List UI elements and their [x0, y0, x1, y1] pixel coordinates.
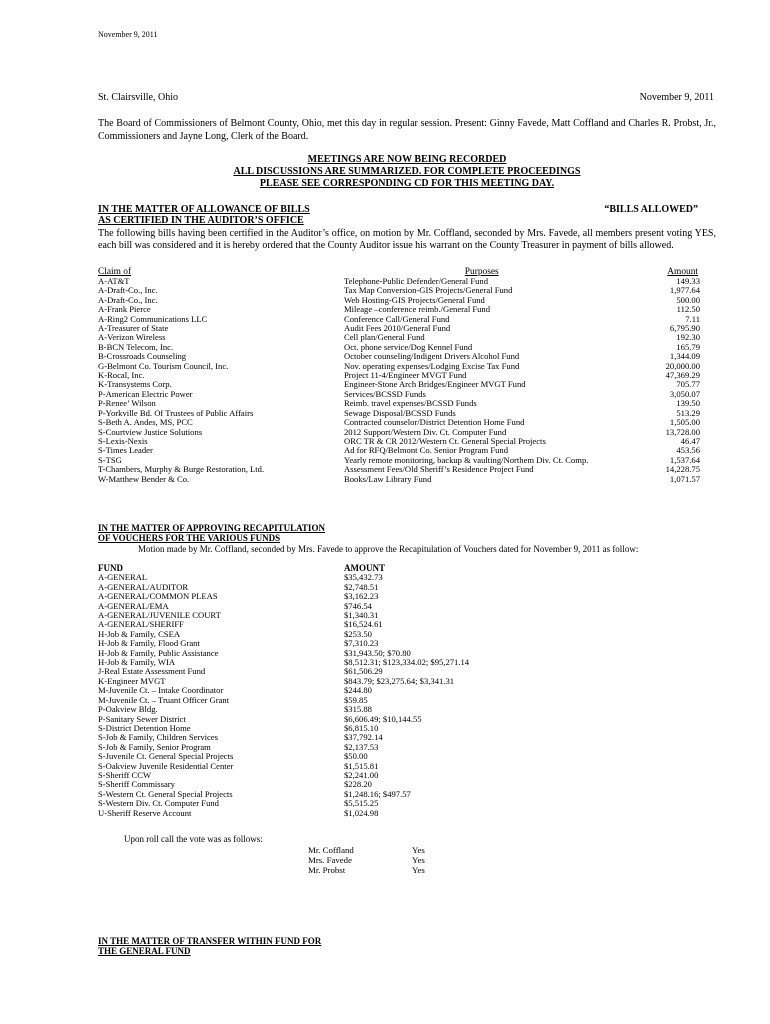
bill-row — [98, 286, 700, 295]
fund-amount: $244.80 — [344, 685, 372, 696]
fund-amount: $6,815.10 — [344, 722, 379, 733]
bill-row — [98, 343, 700, 352]
bill-row — [98, 380, 700, 389]
bill-purpose: Mileage –conference reimb./General Fund — [344, 305, 491, 315]
bill-claim: A-Frank Pierce — [98, 305, 151, 315]
fund-name: S-Western Div. Ct. Computer Fund — [98, 798, 219, 809]
bill-row — [98, 465, 700, 474]
bill-purpose: Telephone-Public Defender/General Fund — [344, 277, 489, 286]
fund-name: S-Oakview Juvenile Residential Center — [98, 760, 234, 771]
fund-name: S-Sheriff CCW — [98, 769, 152, 780]
bills-paragraph: The following bills having been certified in the Auditor’s office, on motion by Mr. Coffland, seconded by Mrs. Favede, all members present voting YES, each bill was considered and it is hereby ordered that the County Auditor issue his warrant on the County Treasurer in payment of bills allowed. — [98, 228, 716, 251]
fund-amount: $2,748.51 — [344, 581, 379, 592]
bill-amount: 1,071.57 — [669, 473, 700, 484]
bill-claim: T-Chambers, Murphy & Burge Restoration, Ltd. — [98, 465, 265, 475]
bill-row — [98, 296, 700, 305]
fund-name: P-Sanitary Sewer District — [98, 713, 186, 724]
bills-heading-title: IN THE MATTER OF ALLOWANCE OF BILLS — [98, 204, 310, 215]
vote-value: Yes — [412, 855, 425, 865]
bill-claim: P-American Electric Power — [98, 389, 193, 399]
fund-name: S-Sheriff Commissary — [98, 779, 175, 790]
voter-name: Mr. Probst — [308, 865, 346, 875]
bill-amount: 165.79 — [676, 341, 700, 352]
fund-name: S-Juvenile Ct. General Special Projects — [98, 751, 234, 762]
vote-value: Yes — [412, 865, 425, 875]
fund-name: A-GENERAL — [98, 572, 148, 583]
fund-amount: $1,515.81 — [344, 760, 379, 771]
bill-purpose: Reimb. travel expenses/BCSSD Funds — [344, 399, 477, 409]
bills-heading-subtitle: AS CERTIFIED IN THE AUDITOR’S OFFICE — [98, 215, 304, 226]
recording-notice — [98, 154, 716, 190]
bill-amount: 13,728.00 — [665, 426, 700, 437]
recap-paragraph: Motion made by Mr. Coffland, seconded by Mrs. Favede to approve the Recapitulation of Vouchers dated for November 9, 2011 as follow: — [138, 544, 639, 554]
fund-name: H-Job & Family, WIA — [98, 657, 176, 668]
fund-amount: $2,241.00 — [344, 769, 379, 780]
bill-purpose: Yearly remote monitoring, backup & vaulting/Northem Div. Ct. Comp. — [344, 455, 589, 465]
bill-amount: 192.30 — [676, 332, 700, 343]
bill-claim: K-Transystems Corp. — [98, 380, 172, 390]
fund-amount: $6,606.49; $10,144.55 — [344, 713, 422, 724]
location-city: St. Clairsville, Ohio — [98, 92, 178, 103]
bill-row — [98, 456, 700, 465]
bill-row — [98, 475, 700, 484]
bill-amount: 20,000.00 — [665, 360, 700, 371]
rollcall-text: Upon roll call the vote was as follows: — [124, 834, 263, 844]
fund-amount: $7,310.23 — [344, 638, 379, 649]
fund-amount: $1,248.16; $497.57 — [344, 788, 411, 799]
bill-amount: 14,228.75 — [665, 464, 700, 475]
bill-row — [98, 305, 700, 314]
bill-row — [98, 390, 700, 399]
funds-table-body — [98, 573, 598, 818]
fund-amount: $59.85 — [344, 694, 368, 705]
bill-purpose: Conference Call/General Fund — [344, 314, 450, 324]
bill-row — [98, 446, 700, 455]
recap-heading — [98, 523, 325, 543]
vote-row — [308, 865, 425, 875]
fund-name: A-GENERAL/AUDITOR — [98, 581, 189, 592]
bill-claim: W-Matthew Bender & Co. — [98, 474, 190, 484]
fund-amount: $1,024.98 — [344, 807, 379, 818]
bill-amount: 1,977.64 — [669, 285, 700, 296]
bill-purpose: Assessment Fees/Old Sheriff’s Residence Project Fund — [344, 465, 534, 475]
bill-row — [98, 352, 700, 361]
transfer-heading — [98, 936, 321, 956]
bill-row — [98, 362, 700, 371]
bill-purpose: Ad for RFQ/Belmont Co. Senior Program Fund — [344, 446, 508, 456]
bill-row — [98, 418, 700, 427]
bill-amount: 47,369.29 — [665, 370, 700, 381]
bill-claim: A-Draft-Co., Inc. — [98, 286, 158, 296]
notice-line-2: ALL DISCUSSIONS ARE SUMMARIZED. FOR COMPLETE PROCEEDINGS — [233, 166, 581, 177]
fund-name: S-Job & Family, Children Services — [98, 732, 218, 743]
recap-heading-title: IN THE MATTER OF APPROVING RECAPITULATION — [98, 523, 325, 533]
col-fund-amount-header: AMOUNT — [344, 563, 385, 573]
bill-amount: 3,050.07 — [669, 388, 700, 399]
notice-line-3: PLEASE SEE CORRESPONDING CD FOR THIS MEETING DAY. — [259, 178, 555, 189]
col-claim-header: Claim of — [98, 267, 132, 277]
fund-name: A-GENERAL/SHERIFF — [98, 619, 184, 630]
page-header-date: November 9, 2011 — [98, 30, 158, 39]
fund-name: U-Sheriff Reserve Account — [98, 807, 192, 818]
fund-amount: $5,515.25 — [344, 798, 379, 809]
fund-name: S-District Detention Home — [98, 722, 191, 733]
bill-amount: 7.11 — [685, 313, 700, 324]
bill-row — [98, 315, 700, 324]
bill-purpose: Contracted counselor/District Detention Home Fund — [344, 418, 525, 428]
funds-table — [98, 564, 598, 818]
bill-purpose: Project 11-4/Engineer MVGT Fund — [344, 371, 467, 381]
bill-purpose: October counseling/Indigent Drivers Alcohol Fund — [344, 352, 520, 362]
fund-name: A-GENERAL/EMA — [98, 600, 169, 611]
bill-claim: A-Treasurer of State — [98, 324, 169, 334]
bills-allowed-label: “BILLS ALLOWED” — [604, 204, 698, 215]
bill-amount: 500.00 — [676, 294, 700, 305]
bill-row — [98, 437, 700, 446]
transfer-heading-title: IN THE MATTER OF TRANSFER WITHIN FUND FOR — [98, 936, 322, 946]
vote-row — [308, 845, 425, 855]
fund-name: K-Engineer MVGT — [98, 675, 166, 686]
bill-claim: S-Lexis-Nexis — [98, 436, 148, 446]
bill-claim: S-Times Leader — [98, 446, 153, 456]
bill-purpose: Nov. operating expenses/Lodging Excise Tax Fund — [344, 361, 520, 371]
fund-amount: $746.54 — [344, 600, 372, 611]
bill-row — [98, 371, 700, 380]
fund-name: M-Juvenile Ct. – Truant Officer Grant — [98, 694, 230, 705]
bill-purpose: ORC TR & CR 2012/Western Ct. General Special Projects — [344, 436, 546, 446]
voter-name: Mrs. Favede — [308, 855, 352, 865]
bill-claim: B-BCN Telecom, Inc. — [98, 342, 174, 352]
bill-claim: A-AT&T — [98, 277, 130, 286]
bill-claim: S-TSG — [98, 455, 122, 465]
fund-amount: $35,432.73 — [344, 572, 383, 583]
bill-claim: P-Yorkville Bd. Of Trustees of Public Affairs — [98, 408, 254, 418]
bill-purpose: Audit Fees 2010/General Fund — [344, 324, 451, 334]
fund-row — [98, 809, 598, 818]
col-amount-header: Amount — [667, 267, 698, 277]
fund-name: M-Juvenile Ct. – Intake Coordinator — [98, 685, 224, 696]
fund-amount: $1,340.31 — [344, 610, 379, 621]
fund-name: S-Job & Family, Senior Program — [98, 741, 211, 752]
bill-claim: B-Crossroads Counseling — [98, 352, 187, 362]
fund-amount: $61,506.29 — [344, 666, 383, 677]
location-date: November 9, 2011 — [639, 92, 714, 103]
bill-amount: 139.50 — [676, 398, 700, 409]
fund-amount: $31,943.50; $70.80 — [344, 647, 411, 658]
bill-row — [98, 428, 700, 437]
fund-name: P-Oakview Bldg. — [98, 704, 158, 715]
bill-amount: 1,344.09 — [669, 351, 700, 362]
bill-amount: 705.77 — [676, 379, 700, 390]
col-fund-header: FUND — [98, 563, 123, 573]
fund-amount: $843.79; $23,275.64; $3,341.31 — [344, 675, 455, 686]
bill-purpose: Sewage Disposal/BCSSD Funds — [344, 408, 456, 418]
bill-purpose: Cell plan/General Fund — [344, 333, 425, 343]
fund-name: A-GENERAL/JUVENILE COURT — [98, 610, 221, 621]
notice-line-1: MEETINGS ARE NOW BEING RECORDED — [307, 154, 507, 165]
bill-claim: K-Rocal, Inc. — [98, 371, 145, 381]
bill-claim: P-Renee’ Wilson — [98, 399, 156, 409]
bill-amount: 453.56 — [676, 445, 700, 456]
recap-heading-subtitle: OF VOUCHERS FOR THE VARIOUS FUNDS — [98, 533, 281, 543]
bills-table — [98, 267, 700, 484]
fund-amount: $253.50 — [344, 628, 372, 639]
bill-amount: 1,537.64 — [669, 454, 700, 465]
bill-row — [98, 277, 700, 286]
fund-name: H-Job & Family, Flood Grant — [98, 638, 200, 649]
bill-purpose: 2012 Support/Western Div. Ct. Computer Fund — [344, 427, 507, 437]
col-purposes-header: Purposes — [464, 267, 499, 277]
transfer-heading-subtitle: THE GENERAL FUND — [98, 946, 191, 956]
bill-amount: 6,795.90 — [669, 323, 700, 334]
bill-purpose: Engineer-Stone Arch Bridges/Engineer MVGT Fund — [344, 380, 526, 390]
bill-purpose: Oct. phone service/Dog Kennel Fund — [344, 342, 473, 352]
fund-amount: $8,512.31; $123,334.02; $95,271.14 — [344, 657, 470, 668]
bills-heading — [98, 204, 698, 226]
fund-amount: $3,162.23 — [344, 591, 379, 602]
fund-amount: $16,524.61 — [344, 619, 383, 630]
vote-row — [308, 855, 425, 865]
bill-amount: 112.50 — [676, 304, 700, 315]
fund-amount: $2,137.53 — [344, 741, 379, 752]
vote-value: Yes — [412, 845, 425, 855]
bill-row — [98, 399, 700, 408]
bill-purpose: Services/BCSSD Funds — [344, 389, 426, 399]
bill-amount: 1,505.00 — [669, 417, 700, 428]
bill-claim: A-Verizon Wireless — [98, 333, 166, 343]
fund-amount: $37,792.14 — [344, 732, 383, 743]
bill-amount: 513.29 — [676, 407, 700, 418]
vote-list — [308, 845, 425, 875]
fund-amount: $228.20 — [344, 779, 372, 790]
fund-name: H-Job & Family, Public Assistance — [98, 647, 219, 658]
bills-table-body — [98, 277, 700, 484]
bill-amount: 46.47 — [680, 435, 700, 446]
bill-purpose: Tax Map Conversion-GIS Projects/General Fund — [344, 286, 513, 296]
fund-name: J-Real Estate Assessment Fund — [98, 666, 206, 677]
fund-amount: $315.88 — [344, 704, 372, 715]
voter-name: Mr. Coffland — [308, 845, 354, 855]
bill-claim: S-Courtview Justice Solutions — [98, 427, 203, 437]
bills-table-header — [98, 267, 700, 277]
bill-amount: 149.33 — [676, 276, 700, 286]
fund-amount: $50.00 — [344, 751, 368, 762]
bill-purpose: Web Hosting-GIS Projects/General Fund — [344, 295, 485, 305]
bill-row — [98, 409, 700, 418]
bill-purpose: Books/Law Library Fund — [344, 474, 432, 484]
bill-claim: A-Draft-Co., Inc. — [98, 295, 158, 305]
location-line — [98, 92, 714, 103]
intro-paragraph: The Board of Commissioners of Belmont County, Ohio, met this day in regular session. Present: Ginny Favede, Matt Coffland and Charles R. Probst, Jr., Commissioners and Jayne Long, Clerk of the Board. — [98, 118, 716, 142]
bill-claim: A-Ring2 Communications LLC — [98, 314, 208, 324]
bill-claim: G-Belmont Co. Tourism Council, Inc. — [98, 361, 229, 371]
bill-claim: S-Beth A. Andes, MS, PCC — [98, 418, 193, 428]
fund-name: S-Western Ct. General Special Projects — [98, 788, 233, 799]
bill-row — [98, 324, 700, 333]
fund-name: A-GENERAL/COMMON PLEAS — [98, 591, 218, 602]
bill-row — [98, 333, 700, 342]
fund-name: H-Job & Family, CSEA — [98, 628, 181, 639]
